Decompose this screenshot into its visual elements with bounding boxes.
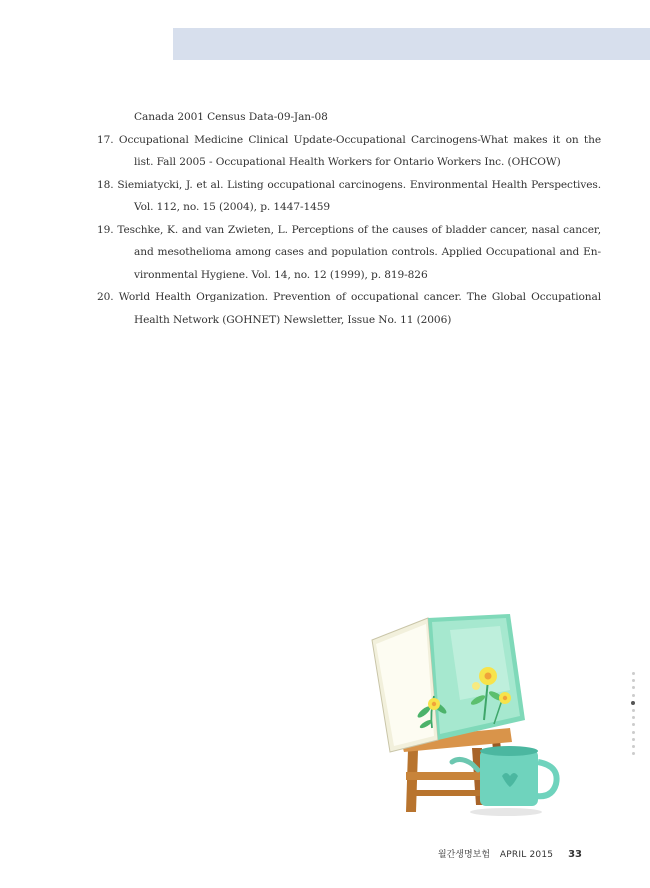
reference-line: Health Network (GOHNET) Newsletter, Issue No. 11 (2006) [134, 313, 452, 326]
page-number: 33 [568, 849, 582, 860]
reference-line: vironmental Hygiene. Vol. 14, no. 12 (1999), p. 819-826 [134, 268, 428, 281]
nav-dot [632, 738, 635, 741]
nav-dot [632, 731, 635, 734]
reference-line: 19. Teschke, K. and van Zwieten, L. Perceptions of the causes of bladder cancer, nasal cancer, [97, 223, 601, 236]
nav-dot-active [631, 701, 635, 705]
nav-dot [632, 745, 635, 748]
reference-item-17 [97, 129, 601, 174]
reference-line: 20. World Health Organization. Prevention of occupational cancer. The Global Occupational [97, 291, 601, 303]
nav-dot [632, 716, 635, 719]
reference-item-18 [97, 174, 601, 219]
reference-line: 17. Occupational Medicine Clinical Update-Occupational Carcinogens-What makes it on the [97, 133, 601, 146]
nav-dot [632, 709, 635, 712]
watering-can-icon [452, 746, 557, 816]
reference-line: and mesothelioma among cases and population controls. Applied Occupational and En- [134, 246, 601, 258]
reference-line: list. Fall 2005 - Occupational Health Workers for Ontario Workers Inc. (OHCOW) [134, 156, 561, 168]
nav-dot [632, 686, 635, 689]
page-footer [438, 847, 582, 860]
easel-book-illustration [360, 600, 575, 825]
reference-list [97, 106, 601, 331]
reference-line: Vol. 112, no. 15 (2004), p. 1447-1459 [134, 201, 331, 213]
issue-date: APRIL 2015 [499, 850, 554, 860]
reference-item-20 [97, 286, 601, 331]
page-nav-dots [630, 672, 636, 759]
nav-dot [632, 723, 635, 726]
header-band [173, 28, 650, 60]
reference-line: Canada 2001 Census Data-09-Jan-08 [134, 111, 328, 123]
nav-dot [632, 752, 635, 755]
nav-dot [632, 679, 635, 682]
reference-line: 18. Siemiatycki, J. et al. Listing occupational carcinogens. Environmental Health Perspectives. [97, 178, 601, 191]
reference-continuation [97, 106, 601, 129]
reference-item-19 [97, 219, 601, 287]
nav-dot [632, 672, 635, 675]
magazine-name: 월간생명보험 [437, 850, 491, 860]
nav-dot [632, 694, 635, 697]
